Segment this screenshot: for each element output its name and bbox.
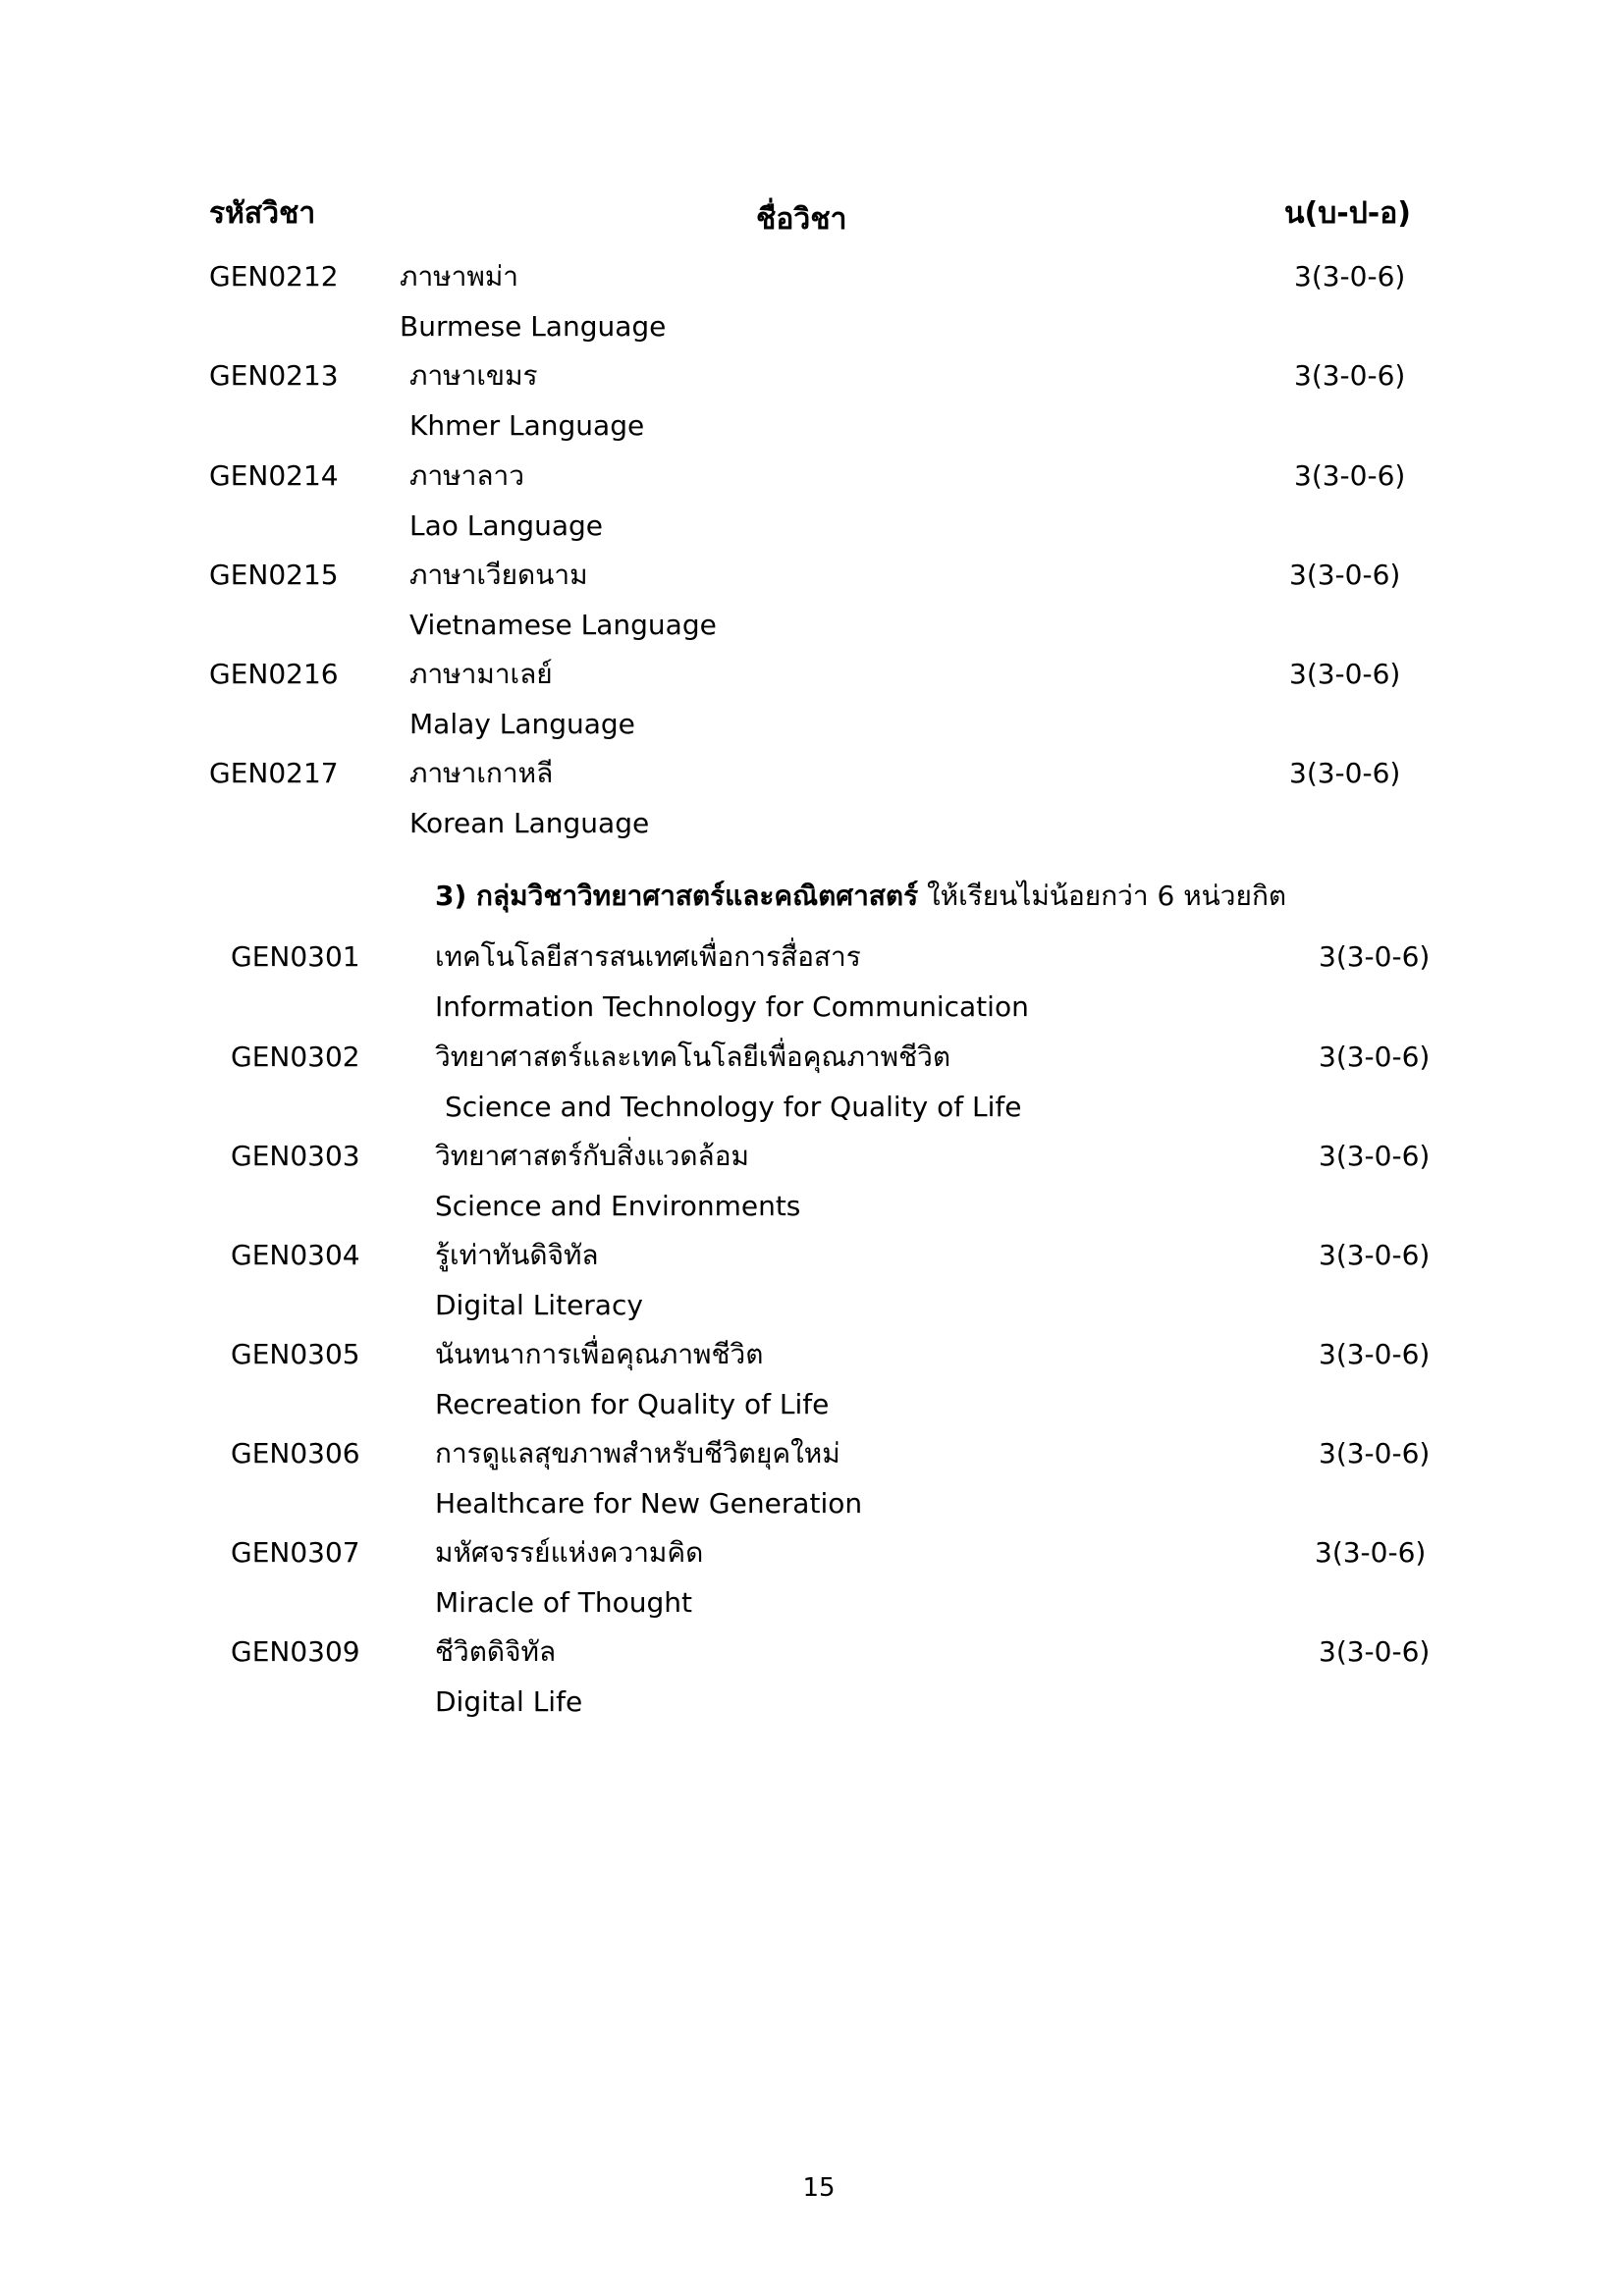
- course-name-th: วิทยาศาสตร์กับสิ่งแวดล้อม: [435, 1140, 749, 1172]
- course-name-en: Malay Language: [409, 708, 635, 740]
- group-heading: [435, 877, 1286, 916]
- course-name-th: เทคโนโลยีสารสนเทศเพื่อการสื่อสาร: [435, 940, 861, 973]
- header-code-label: รหัสวิชา: [209, 196, 316, 231]
- header-name-label: ชื่อวิชา: [756, 202, 847, 237]
- course-credits: 3(3-0-6): [1289, 559, 1401, 591]
- course-code: GEN0309: [231, 1635, 360, 1668]
- course-name-th: ภาษาเขมร: [409, 359, 538, 392]
- course-name-en: Miracle of Thought: [435, 1586, 693, 1619]
- course-name-en: Healthcare for New Generation: [435, 1487, 863, 1520]
- course-name-th: ภาษาพม่า: [400, 260, 518, 293]
- course-code: GEN0215: [209, 559, 339, 591]
- course-row: [0, 754, 1624, 854]
- course-name-th: ภาษาเวียดนาม: [409, 559, 588, 591]
- course-name-th: การดูแลสุขภาพสำหรับชีวิตยุคใหม่: [435, 1437, 840, 1469]
- course-name-th: รู้เท่าทันดิจิทัล: [435, 1239, 599, 1271]
- course-row: [0, 356, 1624, 456]
- course-credits: 3(3-0-6): [1319, 1140, 1431, 1172]
- course-code: GEN0302: [231, 1041, 360, 1073]
- course-name-th: ภาษามาเลย์: [409, 658, 553, 690]
- course-credits: 3(3-0-6): [1319, 1041, 1431, 1073]
- course-name-en: Digital Literacy: [435, 1289, 643, 1321]
- course-name-th: มหัศจรรย์แห่งความคิด: [435, 1536, 704, 1569]
- course-name-en: Information Technology for Communication: [435, 990, 1029, 1023]
- page-number: 15: [802, 2173, 836, 2203]
- group-heading-requirement: ให้เรียนไม่น้อยกว่า 6 หน่วยกิต: [918, 880, 1287, 912]
- course-code: GEN0217: [209, 757, 339, 789]
- course-row: [0, 257, 1624, 357]
- course-credits: 3(3-0-6): [1319, 1437, 1431, 1469]
- course-name-en: Science and Environments: [435, 1190, 801, 1222]
- course-code: GEN0304: [231, 1239, 360, 1271]
- course-row: [0, 1335, 1624, 1435]
- course-name-en: Burmese Language: [400, 310, 667, 343]
- course-credits: 3(3-0-6): [1289, 658, 1401, 690]
- course-credits: 3(3-0-6): [1315, 1536, 1427, 1569]
- course-name-th: นันทนาการเพื่อคุณภาพชีวิต: [435, 1338, 764, 1370]
- course-name-en: Korean Language: [409, 807, 650, 839]
- course-row: [0, 655, 1624, 755]
- course-code: GEN0212: [209, 260, 339, 293]
- course-credits: 3(3-0-6): [1294, 359, 1406, 392]
- course-credits: 3(3-0-6): [1294, 459, 1406, 492]
- course-row: [0, 456, 1624, 557]
- course-row: [0, 1236, 1624, 1336]
- course-code: GEN0301: [231, 940, 360, 973]
- course-credits: 3(3-0-6): [1289, 757, 1401, 789]
- course-code: GEN0214: [209, 459, 339, 492]
- course-row: [0, 937, 1624, 1038]
- course-name-en: Recreation for Quality of Life: [435, 1388, 830, 1420]
- course-name-en: Digital Life: [435, 1685, 583, 1718]
- course-code: GEN0305: [231, 1338, 360, 1370]
- course-credits: 3(3-0-6): [1319, 940, 1431, 973]
- course-credits: 3(3-0-6): [1319, 1338, 1431, 1370]
- course-row: [0, 1038, 1624, 1138]
- course-name-en: Science and Technology for Quality of Life: [445, 1091, 1022, 1123]
- course-name-th: ภาษาลาว: [409, 459, 524, 492]
- course-name-en: Vietnamese Language: [409, 609, 717, 641]
- group-heading-title: 3) กลุ่มวิชาวิทยาศาสตร์และคณิตศาสตร์: [435, 880, 919, 912]
- course-row: [0, 1632, 1624, 1733]
- course-credits: 3(3-0-6): [1294, 260, 1406, 293]
- course-code: GEN0307: [231, 1536, 360, 1569]
- course-name-th: ภาษาเกาหลี: [409, 757, 554, 789]
- course-name-en: Khmer Language: [409, 409, 645, 442]
- course-credits: 3(3-0-6): [1319, 1635, 1431, 1668]
- course-credits: 3(3-0-6): [1319, 1239, 1431, 1271]
- course-code: GEN0216: [209, 658, 339, 690]
- course-name-th: ชีวิตดิจิทัล: [435, 1635, 557, 1668]
- course-row: [0, 556, 1624, 656]
- course-row: [0, 1434, 1624, 1534]
- course-name-en: Lao Language: [409, 509, 603, 542]
- course-row: [0, 1533, 1624, 1633]
- course-row: [0, 1137, 1624, 1237]
- header-credit-label: น(บ-ป-อ): [1284, 196, 1411, 231]
- course-name-th: วิทยาศาสตร์และเทคโนโลยีเพื่อคุณภาพชีวิต: [435, 1041, 950, 1073]
- course-code: GEN0303: [231, 1140, 360, 1172]
- course-code: GEN0213: [209, 359, 339, 392]
- course-code: GEN0306: [231, 1437, 360, 1469]
